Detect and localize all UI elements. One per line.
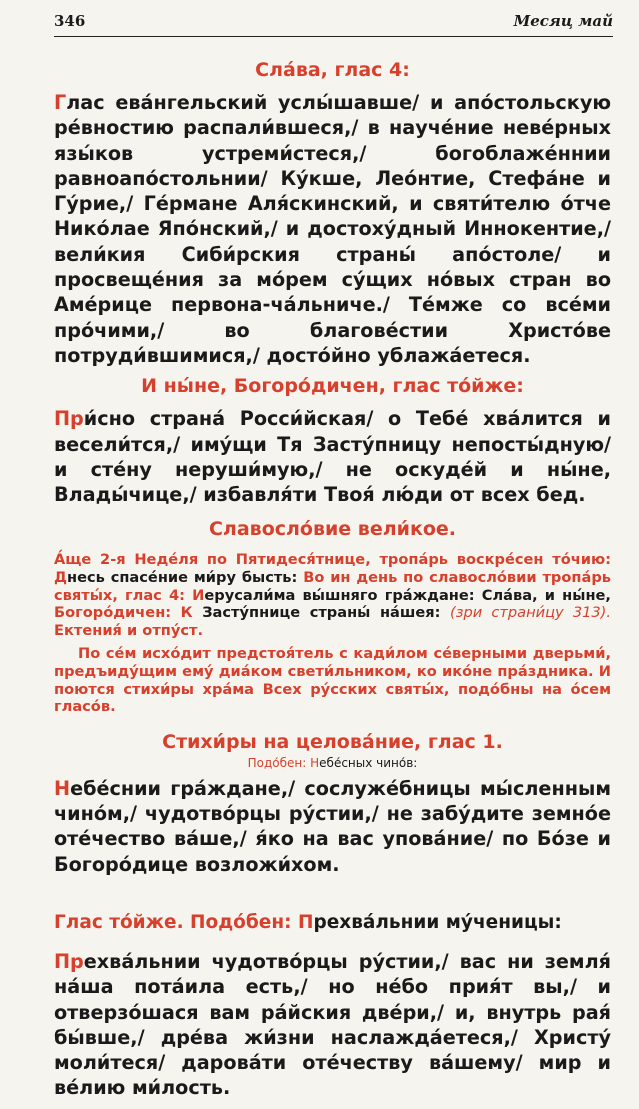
stichera-heading: Стихи́ры на целова́ние, глас 1. <box>162 730 503 753</box>
last-body: ехва́льнии чудотво́рцы ру́стии,/ вас ни земля́ на́ша пота́ила есть,/ но не́бо прия́т вы,/ и отверзо́шася вам ра́йския две́ри,/ и, внутрь рая́ бы́вше,/ дре́ва жи́зни наслажда́етеся,/ Христу́ моли́теся/ дарова́ти оте́честву ва́шему/ мир и ве́лию ми́лость. <box>54 949 611 1100</box>
doxology-heading: Славосло́вие вели́кое. <box>208 518 457 541</box>
rubric-troparion <box>54 551 611 639</box>
rubric-part: Богоро́дичен: К <box>54 604 203 622</box>
running-head: Месяц май <box>513 12 613 30</box>
glas-line-black: рехва́льнии му́ченицы: <box>313 911 562 933</box>
rubric-part: А́ще 2-я Неде́ля по Пятидеся́тнице, тропа́рь воскре́сен то́чию: Д <box>54 551 611 587</box>
slava-body: лас ева́нгельский услы́шавше/ и апо́стольскую ре́вностию распали́вшеся,/ в науче́ние неве́рных язы́ков устреми́стеся,/ богоблаже́ннии равноапо́стольнии/ Ку́кше, Лео́нтие, Стефа́не и Гу́рие,/ Ге́рмане Аля́скинский, и святи́телю о́тче Нико́лае Япо́нский,/ и достоху́дный Иннокентие,/ вели́кия Сиби́рския страны́ апо́столе/ и просвеще́ния за мо́рем су́щих но́вых стран во Аме́рице первона-ча́льниче./ Те́мже со все́ми про́чими,/ во благове́стии Христо́ве потруди́вшимися,/ досто́йно ублажа́етеся. <box>54 91 611 367</box>
stichera-podoben <box>54 756 611 770</box>
slava-initial: Г <box>54 91 67 114</box>
rubric-procession: По се́м исхо́дит предстоя́тель с кади́лом се́верными дверьми́, предъиду́щим ему́ диа́ком свети́льником, ко ико́не пра́здника. И поются стихи́ры хра́ма Всех ру́сских святы́х, подо́бны на о́сем гласо́в. <box>54 645 611 716</box>
podoben-text: ебе́сных чино́в: <box>319 755 418 770</box>
podoben-initial: Н <box>310 755 320 770</box>
glas-line <box>54 911 611 935</box>
header-rule <box>54 36 613 37</box>
slava-text <box>54 90 611 368</box>
last-initial: Пр <box>54 949 84 973</box>
stichera-initial: Н <box>54 776 71 800</box>
rubric-part: ерусали́ма вы́шняго гра́ждане: Сла́ва, и ны́не, <box>204 586 611 604</box>
spacer <box>54 885 611 911</box>
rubric-part: несь спасе́ние ми́ру бысть: <box>67 569 304 587</box>
theotokion-heading: И ны́не, Богоро́дичен, глас то́йже: <box>141 375 524 398</box>
rubric-part: Засту́пнице страны́ на́шея: <box>202 604 451 622</box>
theotokion-body: и́сно страна́ Росси́йская/ о Тебе́ хва́лится и весели́тся,/ иму́щи Тя Засту́пницу непосты́дную/ и сте́ну неруши́мую,/ не оскуде́й и ны́не, Влады́чице,/ избавля́ти Твоя́ лю́ди от всех бед. <box>54 407 611 507</box>
page-reference: (зри страни́цу 313). <box>450 604 612 622</box>
stichera-text <box>54 776 611 877</box>
stichera-body: ебе́снии гра́ждане,/ сослуже́бницы мы́сленным чино́м,/ чудотво́рцы ру́стии,/ не забу́дите земно́е оте́чество ва́ше,/ я́ко на вас упова́ние/ по Бо́зе и Богоро́дице возложи́хом. <box>54 776 611 876</box>
theotokion-text <box>54 406 611 507</box>
page-content <box>54 58 611 1109</box>
glas-line-red: Глас то́йже. Подо́бен: П <box>54 911 314 933</box>
slava-heading: Сла́ва, глас 4: <box>255 59 410 81</box>
theotokion-initial: Пр <box>54 407 84 431</box>
page-header <box>54 12 613 36</box>
last-stichera-text <box>54 949 611 1101</box>
page-number: 346 <box>54 12 86 30</box>
rubric-part: Ектения́ и отпу́ст. <box>54 621 204 639</box>
podoben-label: Подо́бен: <box>247 755 311 770</box>
rubric-part: Во ин день по славосло́вии тропа́рь святы́х, глас 4: И <box>54 569 611 604</box>
